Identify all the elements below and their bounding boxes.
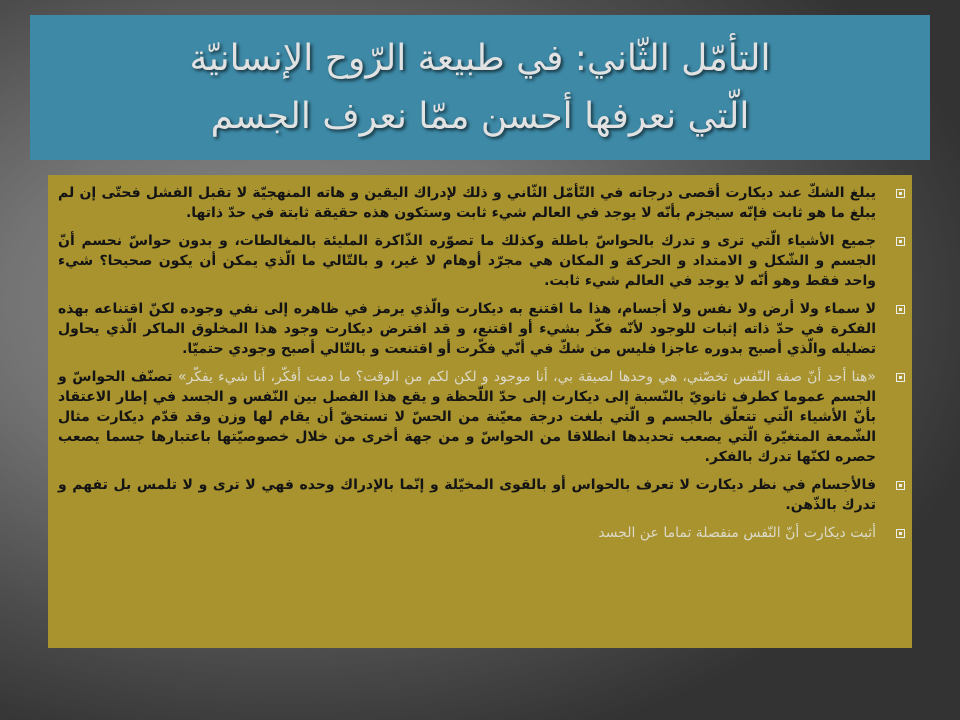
slide-title-line-2: الّتي نعرفها أحسن ممّا نعرف الجسم — [210, 95, 750, 137]
square-bullet-icon — [896, 529, 905, 538]
square-bullet-icon — [896, 305, 905, 314]
square-bullet-icon — [896, 189, 905, 198]
bullet-text: أثبت ديكارت أنّ النّفس منفصلة تماما عن الجسد — [598, 525, 876, 541]
bullet-item — [58, 299, 876, 359]
bullet-text: جميع الأشياء الّتي ترى و تدرك بالحواسّ باطلة وكذلك ما تصوّره الذّاكرة المليئة بالمغالطات، و بدون حواسّ نحسم أنّ الجسم و الشّكل و الامتداد و الحركة و المكان هي مجرّد أوهام لا غير، و بالتّالي ما الّذي يمكن أن يكون صحيحا؟ شيء واحد فقط وهو أنّه لا يوجد في العالم شيء ثابت. — [58, 233, 876, 289]
bullet-text: يبلغ الشكّ عند ديكارت أقصى درجاته في التّأمّل الثّاني و ذلك لإدراك اليقين و هاته المنهجيّة لا تقبل الفشل فحتّى إن لم يبلغ ما هو ثابت فإنّه سيجزم بأنّه لا يوجد في العالم شيء ثابت وستكون هذه حقيقة ثابتة في حدّ ذاتها. — [58, 185, 876, 221]
bullet-item — [58, 183, 876, 223]
bullet-item — [58, 231, 876, 291]
square-bullet-icon — [896, 373, 905, 382]
bullet-text: لا سماء ولا أرض ولا نفس ولا أجسام، هذا ما اقتنع به ديكارت والّذي يرمز في ظاهره إلى نفي وجوده لكنّ اقتناعه بهذه الفكرة في حدّ ذاته إثبات للوجود لأنّه فكّر بشيء أو اقتنع، و قد افترض ديكارت وجود هذا المخلوق الماكر الّذي يحاول تضليله والّذي أصبح بدوره عاجزا فليس من شكّ في أنّي فكّرت أو اقتنعت و بالتّالي أصبح وجودي حتميّا. — [58, 301, 876, 357]
title-box — [30, 15, 930, 160]
bullet-quote: «هنا أجد أنّ صفة النّفس تخصّني، هي وحدها لصيقة بي، أنا موجود و لكن لكم من الوقت؟ ما دمت أفكّر، أنا شيء يفكّر» — [177, 369, 876, 385]
bullet-text: فالأجسام في نظر ديكارت لا تعرف بالحواس أو بالقوى المخيّلة و إنّما بالإدراك وحده فهي لا ترى و لا تلمس بل تفهم و تدرك بالذّهن. — [58, 477, 876, 513]
bullet-item — [58, 475, 876, 515]
square-bullet-icon — [896, 481, 905, 490]
bullet-item — [58, 523, 876, 543]
bullet-item — [58, 367, 876, 467]
square-bullet-icon — [896, 237, 905, 246]
slide-title-line-1: التأمّل الثّاني: في طبيعة الرّوح الإنسانيّة — [189, 37, 771, 79]
content-box — [48, 175, 912, 648]
bullet-text: تصنّف الحواسّ و الجسم عموما كطرف ثانويّ بالنّسبة إلى ديكارت إلى حدّ اللّحظة و يقع هذا الفصل بين النّفس و الجسد في إطار الاعتقاد بأنّ الأشياء الّتي تتعلّق بالجسم و الّتي بلغت درجة معيّنة من الحسّ لا تستحقّ أن يقام لها وزن وقد قدّم ديكارت مثال الشّمعة المتغيّرة الّتي يصعب تحديدها انطلاقا من الحواسّ و من جهة أخرى من خلال خصوصيّتها باعتبارها جسما يصعب حصره لكنّها تدرك بالفكر. — [58, 369, 876, 465]
